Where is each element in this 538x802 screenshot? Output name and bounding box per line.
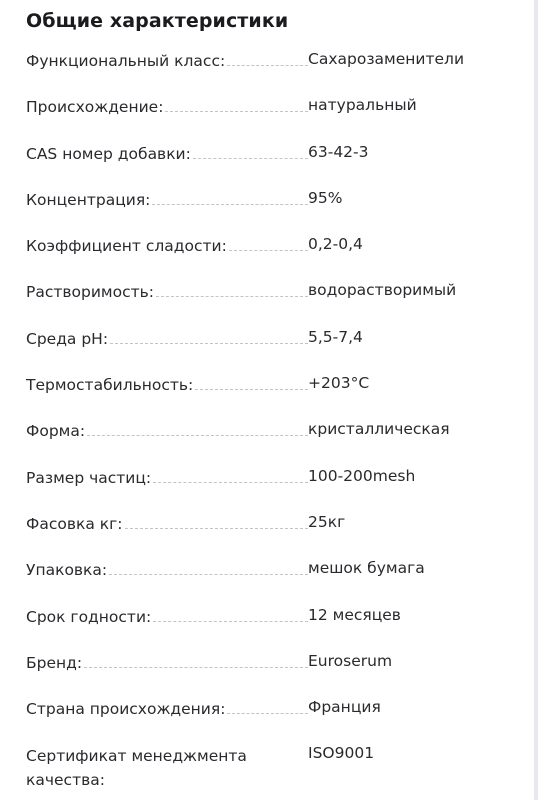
- spec-row: [26, 141, 506, 187]
- dotted-leader: [84, 653, 308, 668]
- dotted-leader: [195, 375, 308, 390]
- spec-label-cell: [26, 141, 308, 165]
- spec-row: [26, 48, 506, 94]
- dotted-leader: [227, 51, 308, 66]
- spec-label-cell: [26, 233, 308, 257]
- spec-row: [26, 604, 506, 650]
- dotted-leader: [153, 607, 308, 622]
- spec-label-cell: [26, 465, 308, 489]
- spec-label: Фасовка кг:: [26, 514, 123, 533]
- spec-label: Срок годности:: [26, 607, 152, 626]
- spec-row: [26, 696, 506, 742]
- spec-value: 5,5-7,4: [308, 327, 363, 346]
- spec-label: Коэффициент сладости:: [26, 237, 227, 256]
- spec-value: Euroserum: [308, 651, 393, 670]
- spec-label-cell: [26, 604, 308, 628]
- spec-row: [26, 187, 506, 233]
- dotted-leader: [227, 699, 308, 714]
- spec-row: [26, 233, 506, 279]
- spec-value: ISO9001: [308, 744, 375, 763]
- dotted-leader: [156, 282, 308, 297]
- dotted-leader: [153, 468, 308, 483]
- dotted-leader: [125, 514, 309, 529]
- spec-label: Среда рН:: [26, 329, 109, 348]
- spec-label-cell: [26, 94, 308, 118]
- spec-row: [26, 326, 506, 372]
- spec-label: Упаковка:: [26, 561, 108, 580]
- spec-value: мешок бумага: [308, 559, 425, 578]
- spec-label: Страна происхождения:: [26, 700, 226, 719]
- spec-value: натуральный: [308, 96, 417, 115]
- dotted-leader: [110, 329, 308, 344]
- spec-label: Термостабильность:: [26, 376, 194, 395]
- spec-value: водорастворимый: [308, 281, 457, 300]
- spec-label-cell: [26, 511, 308, 535]
- spec-value: Сахарозаменители: [308, 50, 465, 68]
- dotted-leader: [152, 190, 308, 205]
- dotted-leader: [87, 421, 308, 436]
- spec-label-cell: [26, 187, 308, 211]
- spec-label: Происхождение:: [26, 98, 164, 117]
- spec-row: [26, 279, 506, 325]
- spec-label-cell: [26, 279, 308, 303]
- spec-label-cell: [26, 742, 308, 792]
- spec-label-cell: [26, 326, 308, 350]
- spec-row: [26, 94, 506, 140]
- spec-row: [26, 742, 506, 802]
- spec-value: 100-200mesh: [308, 466, 416, 485]
- spec-label-cell: [26, 418, 308, 442]
- spec-row: [26, 557, 506, 603]
- specs-list: [26, 48, 506, 802]
- scrollbar-track[interactable]: [534, 0, 538, 800]
- dotted-leader: [229, 236, 308, 251]
- spec-value: +203°C: [308, 374, 370, 393]
- spec-row: [26, 650, 506, 696]
- spec-label: Сертификат менеджмента качества:: [26, 747, 247, 790]
- spec-label-cell: [26, 696, 308, 720]
- spec-label-cell: [26, 372, 308, 396]
- dotted-leader: [193, 144, 308, 159]
- dotted-leader: [165, 97, 308, 112]
- spec-value: 63-42-3: [308, 142, 369, 161]
- spec-value: кристаллическая: [308, 420, 450, 439]
- spec-value: 0,2-0,4: [308, 235, 363, 254]
- spec-value: 95%: [308, 188, 343, 207]
- spec-label: Бренд:: [26, 653, 83, 672]
- spec-row: [26, 465, 506, 511]
- spec-label-cell: [26, 557, 308, 581]
- spec-label: Размер частиц:: [26, 468, 152, 487]
- spec-label: CAS номер добавки:: [26, 144, 191, 163]
- spec-label: Растворимость:: [26, 283, 155, 302]
- spec-label: Функциональный класс:: [26, 52, 226, 70]
- spec-label-cell: [26, 650, 308, 674]
- dotted-leader: [109, 560, 308, 575]
- spec-label-cell: [26, 48, 308, 72]
- spec-label: Концентрация:: [26, 190, 151, 209]
- spec-row: [26, 511, 506, 557]
- spec-value: 12 месяцев: [308, 605, 401, 624]
- spec-value: 25кг: [308, 512, 346, 531]
- spec-label: Форма:: [26, 422, 86, 441]
- spec-value: Франция: [308, 698, 381, 717]
- spec-row: [26, 372, 506, 418]
- spec-row: [26, 418, 506, 464]
- section-title: Общие характеристики: [26, 10, 289, 32]
